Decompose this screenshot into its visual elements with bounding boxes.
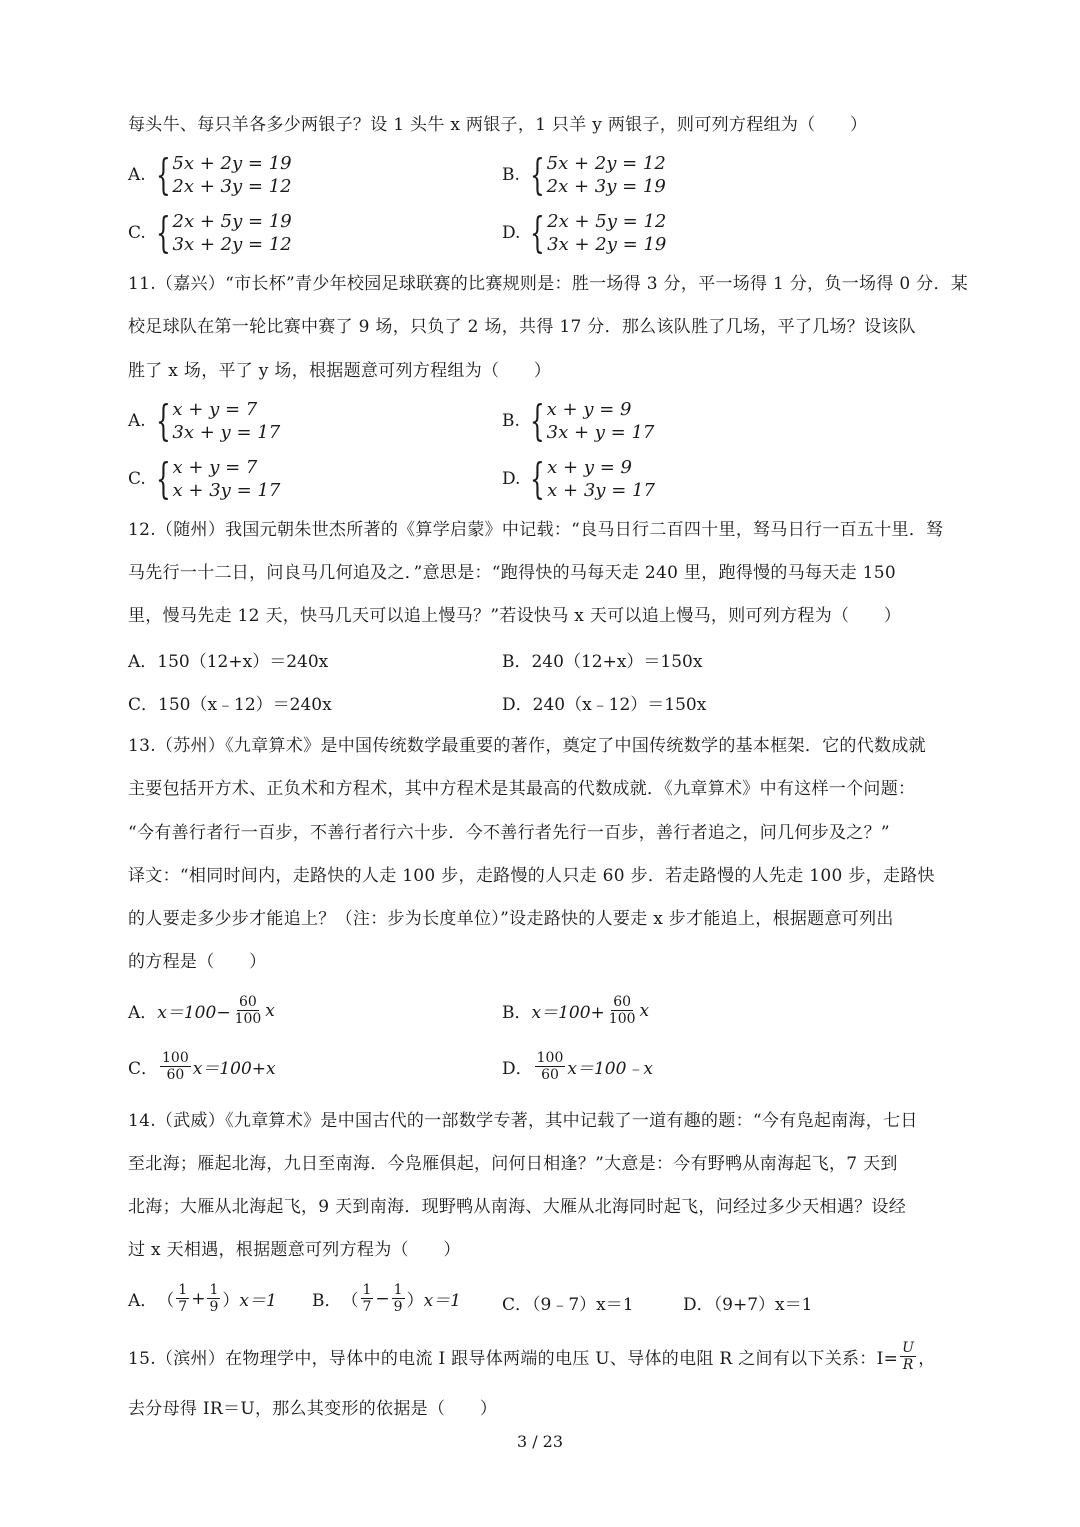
expr-suffix: x bbox=[265, 1000, 275, 1021]
q14-option-a bbox=[128, 1282, 277, 1315]
q13-stem-line-2: 主要包括开方术、正负术和方程术，其中方程术是其最高的代数成就．《九章算术》中有这样一个问题： bbox=[128, 779, 916, 799]
expr-prefix: x＝100+ bbox=[531, 1003, 605, 1023]
close-paren: ） bbox=[222, 1291, 240, 1311]
q13-option-b bbox=[502, 994, 649, 1027]
denominator: 100 bbox=[608, 1011, 636, 1027]
q13-stem-line-6: 的方程是（ ） bbox=[128, 952, 267, 972]
equation: 2x + 5y = 12 bbox=[547, 211, 667, 232]
q12-option-b: B．240（12+x）＝150x bbox=[502, 652, 703, 672]
q11-option-d bbox=[502, 456, 655, 502]
expr-suffix: x＝1 bbox=[239, 1291, 277, 1311]
fraction bbox=[176, 1282, 189, 1315]
option-label: A． bbox=[128, 1291, 158, 1311]
equation: 3x + y = 17 bbox=[546, 422, 655, 443]
q14-option-b bbox=[312, 1282, 461, 1315]
q13-stem-line-1: 13.（苏州）《九章算术》是中国传统数学最重要的著作，奠定了中国传统数学的基本框架．它的代数成就 bbox=[128, 736, 926, 756]
equation: x + y = 9 bbox=[546, 399, 632, 420]
q12-stem-line-3: 里，慢马先走 12 天，快马几天可以追上慢马？”若设快马 x 天可以追上慢马，则可列方程为（ ） bbox=[128, 606, 902, 626]
equation: 3x + 2y = 19 bbox=[547, 234, 667, 255]
equation: x + 3y = 17 bbox=[547, 480, 655, 501]
option-label: C. bbox=[128, 223, 146, 243]
q13-option-d bbox=[502, 1050, 653, 1083]
equation: 3x + y = 17 bbox=[172, 422, 281, 443]
numerator: 100 bbox=[536, 1050, 564, 1066]
brace: { bbox=[155, 396, 171, 445]
fraction bbox=[392, 1282, 405, 1315]
denominator: 7 bbox=[178, 1299, 188, 1315]
q13-option-a bbox=[128, 994, 275, 1027]
brace: { bbox=[530, 208, 546, 257]
q14-stem-line-4: 过 x 天相遇，根据题意可列方程为（ ） bbox=[128, 1240, 461, 1260]
q11-stem-line-2: 校足球队在第一轮比赛中赛了 9 场，只负了 2 场，共得 17 分．那么该队胜了几场，平了几场？设该队 bbox=[128, 317, 916, 337]
q14-stem-line-3: 北海；大雁从北海起飞，9 天到南海．现野鸭从南海、大雁从北海同时起飞，问经过多少天相遇？设经 bbox=[128, 1197, 907, 1217]
numerator: 60 bbox=[613, 994, 632, 1010]
option-label: A. bbox=[128, 411, 146, 431]
denominator: R bbox=[902, 1357, 914, 1373]
fraction bbox=[361, 1282, 374, 1315]
option-label: D. bbox=[502, 223, 521, 243]
q15-stem-line-1 bbox=[128, 1340, 936, 1373]
numerator: 1 bbox=[178, 1282, 188, 1298]
brace: { bbox=[155, 454, 171, 503]
brace: { bbox=[529, 150, 545, 199]
numerator: 1 bbox=[362, 1282, 372, 1298]
expr-suffix: x bbox=[639, 1000, 650, 1021]
numerator: 60 bbox=[239, 994, 257, 1010]
fraction bbox=[535, 1050, 566, 1083]
expr-suffix: x＝100+x bbox=[192, 1059, 276, 1079]
q11-option-c bbox=[128, 456, 280, 502]
option-label: C. bbox=[128, 469, 146, 489]
equation: 2x + 3y = 12 bbox=[172, 176, 292, 197]
fraction bbox=[160, 1050, 191, 1083]
q11-option-a bbox=[128, 398, 280, 444]
q13-option-c bbox=[128, 1050, 276, 1083]
brace: { bbox=[155, 150, 171, 199]
option-label: A． bbox=[128, 1003, 158, 1023]
numerator: U bbox=[902, 1340, 915, 1356]
q12-stem-line-2: 马先行一十二日，问良马几何追及之．”意思是：“跑得快的马每天走 240 里，跑得慢的马每天走 150 bbox=[128, 563, 896, 583]
q15-text: 15.（滨州）在物理学中，导体中的电流 I 跟导体两端的电压 U、导体的电阻 R 之间有以下关系：I= bbox=[128, 1349, 899, 1369]
brace: { bbox=[529, 396, 545, 445]
numerator: 100 bbox=[162, 1050, 189, 1066]
option-label: D． bbox=[502, 1059, 533, 1079]
q11-stem-line-3: 胜了 x 场，平了 y 场，根据题意可列方程组为（ ） bbox=[128, 361, 552, 381]
page-number: 3 / 23 bbox=[516, 1432, 564, 1451]
fraction bbox=[607, 994, 638, 1027]
option-label: B. bbox=[502, 165, 520, 185]
q10-option-b bbox=[502, 152, 666, 198]
q10-option-a bbox=[128, 152, 292, 198]
close-paren: ） bbox=[406, 1291, 424, 1311]
q10-option-d bbox=[502, 210, 666, 256]
denominator: 9 bbox=[393, 1299, 403, 1315]
q12-option-d: D．240（x﹣12）＝150x bbox=[502, 695, 707, 715]
option-label: C． bbox=[128, 1059, 159, 1079]
expr-suffix: x＝1 bbox=[423, 1291, 461, 1311]
expr-suffix: x＝100﹣x bbox=[567, 1059, 653, 1079]
equation: x + y = 9 bbox=[547, 457, 632, 478]
equation: x + 3y = 17 bbox=[172, 480, 281, 501]
q12-option-c: C．150（x﹣12）＝240x bbox=[128, 695, 332, 715]
operator: + bbox=[191, 1288, 206, 1309]
q13-stem-line-5: 的人要走多少步才能追上？（注：步为长度单位）”设走路快的人要走 x 步才能追上，根据题意可列出 bbox=[128, 909, 894, 929]
operator: − bbox=[375, 1288, 390, 1309]
q14-stem-line-1: 14.（武威）《九章算术》是中国古代的一部数学专著，其中记载了一道有趣的题：“今有凫起南海，七日 bbox=[128, 1111, 918, 1131]
open-paren: （ bbox=[341, 1291, 359, 1311]
q13-stem-line-4: 译文：“相同时间内，走路快的人走 100 步，走路慢的人只走 60 步．若走路慢的人先走 100 步，走路快 bbox=[128, 866, 935, 886]
fraction bbox=[207, 1282, 220, 1315]
equation: 3x + 2y = 12 bbox=[172, 234, 292, 255]
open-paren: （ bbox=[157, 1291, 175, 1311]
fraction bbox=[900, 1340, 916, 1373]
option-label: B． bbox=[312, 1291, 342, 1311]
equation: 5x + 2y = 19 bbox=[172, 153, 292, 174]
q15-tail: ， bbox=[918, 1349, 936, 1369]
q14-option-d: D．（9+7）x＝1 bbox=[683, 1295, 813, 1315]
equation: 5x + 2y = 12 bbox=[546, 153, 666, 174]
option-label: B. bbox=[502, 411, 520, 431]
q12-stem-line-1: 12.（随州）我国元朝朱世杰所著的《算学启蒙》中记载：“良马日行二百四十里，驽马日行一百五十里．驽 bbox=[128, 520, 944, 540]
option-label: A. bbox=[128, 165, 146, 185]
equation: x + y = 7 bbox=[172, 457, 258, 478]
denominator: 60 bbox=[166, 1067, 185, 1083]
option-label: B． bbox=[502, 1003, 532, 1023]
denominator: 60 bbox=[541, 1067, 559, 1083]
denominator: 100 bbox=[234, 1011, 262, 1027]
brace: { bbox=[155, 208, 171, 257]
numerator: 1 bbox=[209, 1282, 219, 1298]
q14-option-c: C．（9﹣7）x＝1 bbox=[502, 1295, 634, 1315]
equation: 2x + 3y = 19 bbox=[546, 176, 666, 197]
q14-stem-line-2: 至北海；雁起北海，九日至南海．今凫雁俱起，问何日相逢？”大意是：今有野鸭从南海起飞，7 天到 bbox=[128, 1154, 898, 1174]
equation: x + y = 7 bbox=[172, 399, 258, 420]
equation: 2x + 5y = 19 bbox=[172, 211, 292, 232]
q12-option-a: A．150（12+x）＝240x bbox=[128, 652, 329, 672]
q13-stem-line-3: “今有善行者行一百步，不善行者行六十步．今不善行者先行一百步，善行者追之，问几何步及之？” bbox=[128, 823, 890, 843]
option-label: D. bbox=[502, 469, 521, 489]
q15-stem-line-2: 去分母得 IR＝U，那么其变形的依据是（ ） bbox=[128, 1399, 498, 1419]
expr-prefix: x＝100− bbox=[157, 1003, 231, 1023]
denominator: 7 bbox=[362, 1299, 372, 1315]
denominator: 9 bbox=[209, 1299, 219, 1315]
q10-stem-line: 每头牛、每只羊各多少两银子？设 1 头牛 x 两银子，1 只羊 y 两银子，则可列方程组为（ ） bbox=[128, 115, 868, 135]
fraction bbox=[233, 994, 264, 1027]
q11-stem-line-1: 11.（嘉兴）“市长杯”青少年校园足球联赛的比赛规则是：胜一场得 3 分，平一场得 1 分，负一场得 0 分．某 bbox=[128, 274, 969, 294]
numerator: 1 bbox=[393, 1282, 403, 1298]
q10-option-c bbox=[128, 210, 292, 256]
brace: { bbox=[530, 454, 546, 503]
q11-option-b bbox=[502, 398, 654, 444]
